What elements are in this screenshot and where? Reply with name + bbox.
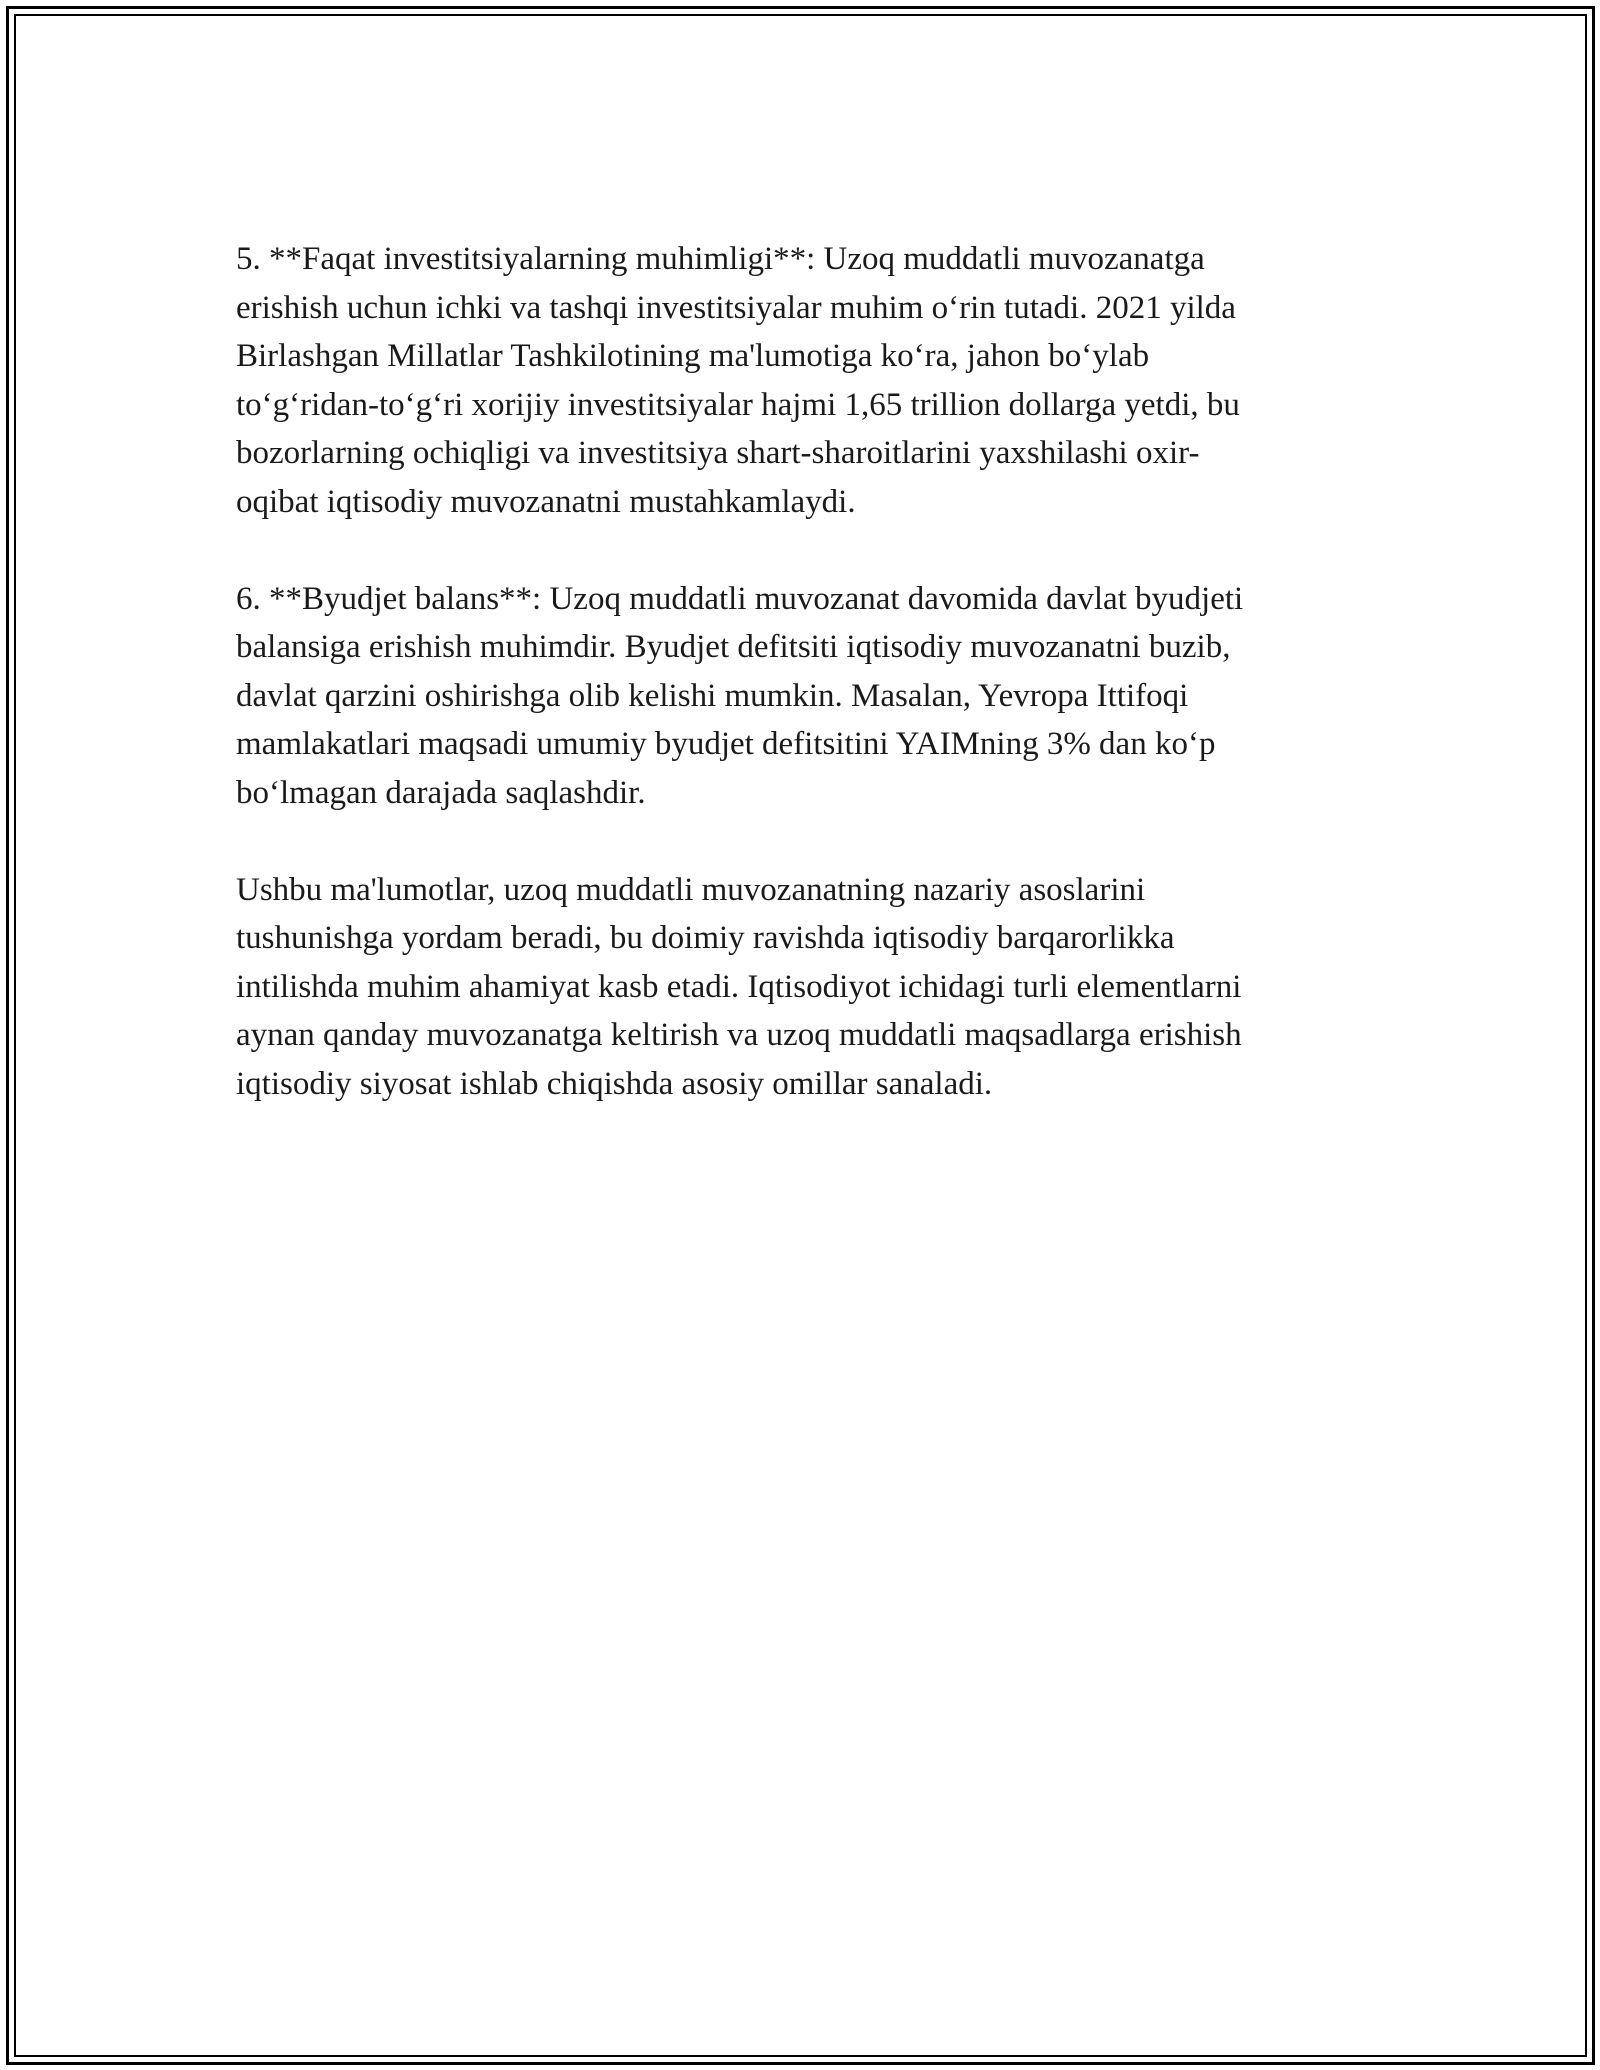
paragraph-budget-balance: 6. **Byudjet balans**: Uzoq muddatli muvozanat davomida davlat byudjeti balansiga erishish muhimdir. Byudjet defitsiti iqtisodiy muvozanatni buzib, davlat qarzini oshirishga olib kelishi mumkin. Masalan, Yevropa Ittifoqi mamlakatlari maqsadi umumiy byudjet defitsitini YAIMning 3% dan koʻp boʻlmagan darajada saqlashdir. xyxy=(236,580,1244,811)
paragraph-investments: 5. **Faqat investitsiyalarning muhimligi**: Uzoq muddatli muvozanatga erishish uchun ichki va tashqi investitsiyalar muhim oʻrin tutadi. 2021 yilda Birlashgan Millatlar Tashkilotining ma'lumotiga koʻra, jahon boʻylab toʻgʻridan-toʻgʻri xorijiy investitsiyalar hajmi 1,65 trillion dollarga yetdi, bu bozorlarning ochiqligi va investitsiya shart-sharoitlarini yaxshilashi oxir- oqibat iqtisodiy muvozanatni mustahkamlaydi. xyxy=(236,241,1240,520)
document-body xyxy=(236,235,1366,1157)
paragraph-conclusion: Ushbu ma'lumotlar, uzoq muddatli muvozanatning nazariy asoslarini tushunishga yordam beradi, bu doimiy ravishda iqtisodiy barqarorlikka intilishda muhim ahamiyat kasb etadi. Iqtisodiyot ichidagi turli elementlarni aynan qanday muvozanatga keltirish va uzoq muddatli maqsadlarga erishish iqtisodiy siyosat ishlab chiqishda asosiy omillar sanaladi. xyxy=(236,871,1242,1102)
